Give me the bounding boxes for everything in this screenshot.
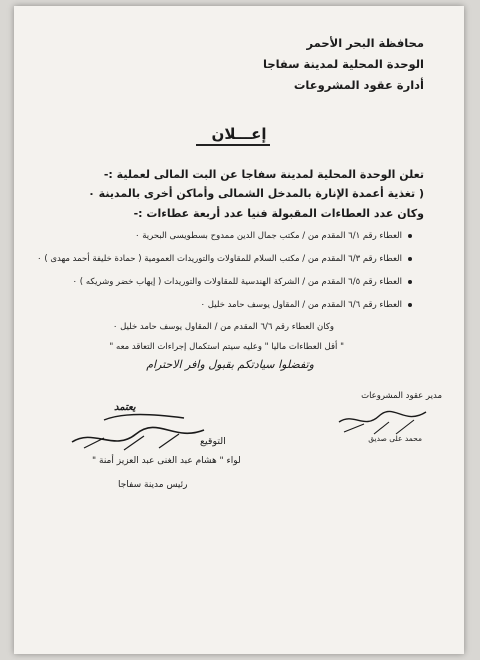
bullet-icon [408, 303, 412, 307]
left-handwritten-signature [64, 408, 214, 456]
intro-line-3: وكان عدد العطاءات المقبولة فنيا عدد أربعة عطاءات :- [133, 207, 424, 220]
right-signature-name: محمد على صديق [368, 434, 422, 443]
right-signature-role: مدير عقود المشروعات [361, 391, 442, 401]
conclusion-line-2: " أقل العطاءات ماليا " وعليه سيتم استكمال إجراءات التعاقد معه " [109, 342, 344, 352]
document-page [14, 6, 464, 654]
header-governorate: محافظة البحر الأحمر [306, 36, 424, 50]
bullet-icon [408, 280, 412, 284]
header-department: أدارة عقود المشروعات [293, 78, 424, 92]
approved-label: يعتمد [114, 402, 136, 413]
bullet-icon [408, 234, 412, 238]
closing-handwritten: وتفضلوا سيادتكم بقبول وافر الاحترام [146, 358, 314, 371]
header-city-unit: الوحدة المحلية لمدينة سفاجا [263, 57, 424, 71]
approver-role: رئيس مدينة سفاجا [118, 480, 188, 490]
intro-line-1: تعلن الوحدة المحلية لمدينة سفاجا عن البت المالى لعملية :- [103, 168, 424, 181]
intro-line-2: ( تغذية أعمدة الإنارة بالمدخل الشمالى وأماكن أخرى بالمدينة ٠ [88, 187, 424, 200]
bid-item-3: العطاء رقم ٦/٥ المقدم من / الشركة الهندسية للمقاولات والتوريدات ( إيهاب خضر وشريكه ) ٠ [73, 277, 412, 287]
document-title: إعـــلان [211, 125, 267, 143]
bid-item-1: العطاء رقم ٦/١ المقدم من / مكتب جمال الدين ممدوح بسطويسى البحرية ٠ [135, 231, 412, 241]
bid-item-4: العطاء رقم ٦/٦ المقدم من / المقاول يوسف حامد خليل ٠ [201, 300, 412, 310]
approver-name: لواء " هشام عبد الغنى عبد العزيز أمنة " [92, 456, 241, 466]
conclusion-line-1: وكان العطاء رقم ٦/٦ المقدم من / المقاول يوسف حامد خليل ٠ [112, 322, 334, 332]
bid-item-2: العطاء رقم ٦/٣ المقدم من / مكتب السلام للمقاولات والتوريدات العمومية ( حمادة خليفة أحمد مهدى ) ٠ [37, 254, 412, 264]
signature-label: التوقيع [200, 436, 226, 447]
title-underline [196, 144, 270, 146]
bullet-icon [408, 257, 412, 261]
